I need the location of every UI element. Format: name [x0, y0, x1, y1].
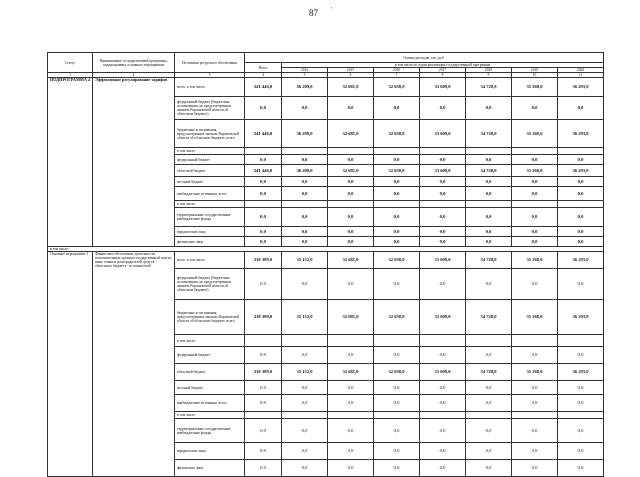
value-year-2016: 0,0 [374, 443, 420, 460]
scan-mark: ' [331, 6, 333, 14]
value-year-2014: 36 209,0 [282, 120, 328, 148]
value-year-2018: 34 728,0 [466, 252, 512, 269]
value-year-2018: 0,0 [466, 269, 512, 300]
empty-cell [512, 201, 558, 208]
value-year-2020: 0,0 [558, 97, 604, 120]
value-total: 0,0 [245, 443, 282, 460]
funding-source-label: бюджетные ассигнования, предусмотренные законом Воронежской области об областном бюджете, всего [175, 300, 245, 335]
value-year-2014: 0,0 [282, 443, 328, 460]
value-year-2016: 0,0 [374, 381, 420, 395]
value-year-2017: 0,0 [420, 269, 466, 300]
value-year-2015: 0,0 [328, 347, 374, 364]
value-year-2018: 0,0 [466, 460, 512, 477]
funding-source-label: территориальные государственные внебюджетные фонды [175, 419, 245, 443]
value-year-2015: 0,0 [328, 97, 374, 120]
empty-cell [282, 201, 328, 208]
value-total: 0,0 [245, 269, 282, 300]
value-year-2018: 0,0 [466, 395, 512, 412]
value-year-2014: 0,0 [282, 460, 328, 477]
value-year-2015: 0,0 [328, 187, 374, 201]
value-total: 241 446,0 [245, 78, 282, 97]
value-year-2016: 0,0 [374, 97, 420, 120]
empty-cell [374, 201, 420, 208]
value-year-2017: 0,0 [420, 347, 466, 364]
value-year-2016: 0,0 [374, 419, 420, 443]
value-year-2018: 34 728,0 [466, 300, 512, 335]
value-year-2014: 35 152,0 [282, 364, 328, 381]
value-year-2014: 35 152,0 [282, 252, 328, 269]
empty-cell [512, 412, 558, 419]
value-year-2015: 32 681,0 [328, 120, 374, 148]
value-year-2017: 0,0 [420, 237, 466, 247]
value-year-2019: 35 268,0 [512, 252, 558, 269]
empty-cell [420, 201, 466, 208]
value-year-2018: 34 728,0 [466, 120, 512, 148]
empty-cell [466, 335, 512, 347]
value-year-2016: 32 658,0 [374, 252, 420, 269]
value-year-2016: 0,0 [374, 269, 420, 300]
row-subheading: в том числе: [175, 201, 245, 208]
row-subheading: в том числе: [175, 148, 245, 155]
value-year-2017: 0,0 [420, 419, 466, 443]
empty-cell [558, 201, 604, 208]
value-year-2019: 0,0 [512, 419, 558, 443]
header-program-name: Наименование государственной программы, подпрограммы, основного мероприятия [93, 53, 175, 73]
section-name: Эффективное регулирование тарифов [93, 78, 175, 247]
value-year-2018: 0,0 [466, 227, 512, 237]
value-year-2015: 0,0 [328, 443, 374, 460]
value-year-2017: 0,0 [420, 381, 466, 395]
value-year-2015: 32 681,0 [328, 252, 374, 269]
value-year-2015: 0,0 [328, 460, 374, 477]
funding-source-label: местный бюджет [175, 177, 245, 187]
empty-cell [558, 335, 604, 347]
value-year-2016: 0,0 [374, 208, 420, 227]
value-year-2017: 0,0 [420, 155, 466, 165]
row-subheading: в том числе: [175, 412, 245, 419]
header-column-number: 3 [175, 73, 245, 78]
value-year-2014: 35 152,0 [282, 300, 328, 335]
value-year-2019: 0,0 [512, 208, 558, 227]
header-estimate-title: Оценка расходов, тыс. руб. [245, 53, 604, 63]
header-total: Всего [245, 63, 282, 73]
header-year: 2017 [420, 68, 466, 73]
value-year-2015: 0,0 [328, 208, 374, 227]
value-year-2019: 35 268,0 [512, 120, 558, 148]
value-year-2016: 0,0 [374, 347, 420, 364]
value-year-2014: 36 209,0 [282, 165, 328, 177]
value-year-2019: 0,0 [512, 187, 558, 201]
value-year-2015: 0,0 [328, 269, 374, 300]
value-year-2014: 0,0 [282, 208, 328, 227]
empty-cell [374, 335, 420, 347]
empty-cell [558, 148, 604, 155]
value-year-2019: 0,0 [512, 460, 558, 477]
funding-source-label: областной бюджет [175, 165, 245, 177]
value-year-2019: 0,0 [512, 97, 558, 120]
value-year-2020: 0,0 [558, 155, 604, 165]
value-year-2020: 0,0 [558, 419, 604, 443]
empty-cell [466, 148, 512, 155]
value-total: 0,0 [245, 237, 282, 247]
value-year-2017: 0,0 [420, 395, 466, 412]
value-year-2018: 34 728,0 [466, 78, 512, 97]
value-year-2019: 35 268,0 [512, 364, 558, 381]
value-year-2015: 0,0 [328, 177, 374, 187]
value-year-2018: 0,0 [466, 208, 512, 227]
page-number: 87 [309, 8, 318, 18]
header-column-number: 6 [328, 73, 374, 78]
value-year-2014: 0,0 [282, 237, 328, 247]
empty-cell [328, 335, 374, 347]
header-row-1 [48, 53, 604, 63]
value-year-2017: 0,0 [420, 208, 466, 227]
funding-source-label: физические лица [175, 237, 245, 247]
value-year-2019: 0,0 [512, 381, 558, 395]
empty-cell [328, 412, 374, 419]
header-by-years: в том числе по годам реализации государственной программы [282, 63, 604, 68]
value-total: 0,0 [245, 208, 282, 227]
funding-source-label: физические лица [175, 460, 245, 477]
value-year-2016: 0,0 [374, 187, 420, 201]
funding-source-label: юридические лица [175, 227, 245, 237]
header-column-number: 10 [512, 73, 558, 78]
empty-cell [282, 335, 328, 347]
value-total: 241 446,0 [245, 120, 282, 148]
value-year-2015: 32 681,0 [328, 78, 374, 97]
funding-source-label: территориальные государственные внебюджетные фонды [175, 208, 245, 227]
empty-cell [282, 412, 328, 419]
value-year-2018: 0,0 [466, 347, 512, 364]
funding-source-label: внебюджетные источники, всего [175, 187, 245, 201]
empty-cell [245, 148, 282, 155]
value-year-2020: 36 293,0 [558, 78, 604, 97]
value-year-2020: 36 293,0 [558, 364, 604, 381]
value-total: 0,0 [245, 460, 282, 477]
funding-source-label: местный бюджет [175, 381, 245, 395]
value-total: 0,0 [245, 177, 282, 187]
funding-source-label: федеральный бюджет (бюджетные ассигнования, не предусмотренные законом Воронежской области об областном бюджете) [175, 97, 245, 120]
header-column-number: 9 [466, 73, 512, 78]
value-year-2019: 0,0 [512, 269, 558, 300]
row-subheading: в том числе: [175, 335, 245, 347]
value-year-2017: 0,0 [420, 227, 466, 237]
value-total: 0,0 [245, 347, 282, 364]
value-year-2018: 0,0 [466, 177, 512, 187]
value-year-2018: 0,0 [466, 443, 512, 460]
header-year: 2014 [282, 68, 328, 73]
value-year-2015: 0,0 [328, 419, 374, 443]
value-year-2015: 0,0 [328, 395, 374, 412]
value-year-2020: 0,0 [558, 227, 604, 237]
value-year-2014: 0,0 [282, 419, 328, 443]
value-year-2017: 33 609,0 [420, 252, 466, 269]
value-year-2019: 0,0 [512, 443, 558, 460]
value-year-2018: 0,0 [466, 381, 512, 395]
empty-cell [420, 148, 466, 155]
value-year-2020: 0,0 [558, 395, 604, 412]
value-year-2016: 0,0 [374, 395, 420, 412]
funding-source-label: областной бюджет [175, 364, 245, 381]
value-year-2019: 35 268,0 [512, 165, 558, 177]
empty-cell [245, 335, 282, 347]
funding-source-label: бюджетные ассигнования, предусмотренные законом Воронежской области об областном бюджете, всего [175, 120, 245, 148]
value-total: 0,0 [245, 187, 282, 201]
value-year-2016: 32 658,0 [374, 165, 420, 177]
value-year-2014: 0,0 [282, 187, 328, 201]
value-year-2020: 0,0 [558, 208, 604, 227]
table-row [48, 252, 604, 269]
value-year-2017: 33 609,0 [420, 120, 466, 148]
value-year-2017: 0,0 [420, 177, 466, 187]
budget-table [47, 52, 604, 477]
value-year-2014: 0,0 [282, 381, 328, 395]
value-year-2016: 0,0 [374, 227, 420, 237]
value-year-2015: 0,0 [328, 381, 374, 395]
value-year-2019: 35 268,0 [512, 78, 558, 97]
value-total: 238 389,0 [245, 252, 282, 269]
value-year-2020: 0,0 [558, 381, 604, 395]
value-year-2014: 0,0 [282, 155, 328, 165]
value-year-2020: 0,0 [558, 443, 604, 460]
value-year-2020: 0,0 [558, 269, 604, 300]
value-year-2019: 35 268,0 [512, 300, 558, 335]
header-column-number: 5 [282, 73, 328, 78]
header-column-number: 8 [420, 73, 466, 78]
value-year-2020: 0,0 [558, 187, 604, 201]
value-total: 241 446,0 [245, 165, 282, 177]
header-funding-source: Источники ресурсного обеспечения [175, 53, 245, 73]
value-year-2018: 34 728,0 [466, 364, 512, 381]
table-row [48, 78, 604, 97]
header-year: 2018 [466, 68, 512, 73]
value-year-2020: 36 293,0 [558, 120, 604, 148]
funding-source-label: внебюджетные источники, всего [175, 395, 245, 412]
empty-cell [374, 412, 420, 419]
value-year-2016: 32 658,0 [374, 364, 420, 381]
header-year: 2015 [328, 68, 374, 73]
header-column-number: 11 [558, 73, 604, 78]
empty-cell [512, 335, 558, 347]
value-year-2017: 33 609,0 [420, 165, 466, 177]
header-year: 2016 [374, 68, 420, 73]
value-year-2019: 0,0 [512, 237, 558, 247]
value-year-2018: 0,0 [466, 155, 512, 165]
value-year-2017: 0,0 [420, 460, 466, 477]
value-year-2015: 32 681,0 [328, 165, 374, 177]
empty-cell [328, 148, 374, 155]
section-pre-label: в том числе: [48, 247, 604, 252]
value-year-2015: 0,0 [328, 155, 374, 165]
value-year-2016: 0,0 [374, 460, 420, 477]
header-column-number: 4 [245, 73, 282, 78]
value-year-2017: 33 609,0 [420, 300, 466, 335]
value-year-2015: 0,0 [328, 237, 374, 247]
value-total: 0,0 [245, 155, 282, 165]
value-year-2018: 0,0 [466, 187, 512, 201]
header-column-number: 7 [374, 73, 420, 78]
value-total: 0,0 [245, 381, 282, 395]
value-year-2020: 0,0 [558, 237, 604, 247]
value-year-2015: 32 681,0 [328, 300, 374, 335]
value-total: 238 389,0 [245, 300, 282, 335]
header-column-number: 1 [48, 73, 93, 78]
value-year-2014: 0,0 [282, 97, 328, 120]
value-year-2019: 0,0 [512, 177, 558, 187]
value-year-2019: 0,0 [512, 155, 558, 165]
value-year-2020: 36 293,0 [558, 252, 604, 269]
value-year-2018: 0,0 [466, 419, 512, 443]
value-year-2020: 36 293,0 [558, 165, 604, 177]
value-year-2014: 0,0 [282, 227, 328, 237]
value-year-2020: 0,0 [558, 460, 604, 477]
value-year-2016: 0,0 [374, 177, 420, 187]
value-year-2019: 0,0 [512, 395, 558, 412]
empty-cell [466, 201, 512, 208]
header-year: 2020 [558, 68, 604, 73]
value-total: 0,0 [245, 97, 282, 120]
empty-cell [282, 148, 328, 155]
section-status: ПОДПРОГРАММА 4 [48, 78, 93, 247]
value-year-2014: 0,0 [282, 177, 328, 187]
value-year-2020: 0,0 [558, 177, 604, 187]
value-year-2016: 32 658,0 [374, 78, 420, 97]
empty-cell [245, 412, 282, 419]
section-name: Финансовое обеспечение деятельности исполнительных органов государственной власти, иных главных распорядителей средств областного бюджета - исполнителей [93, 252, 175, 477]
table-body [48, 53, 604, 477]
value-year-2018: 0,0 [466, 97, 512, 120]
value-total: 0,0 [245, 395, 282, 412]
empty-cell [558, 412, 604, 419]
funding-source-label: всего, в том числе: [175, 78, 245, 97]
value-year-2017: 0,0 [420, 97, 466, 120]
value-year-2014: 0,0 [282, 269, 328, 300]
header-year: 2019 [512, 68, 558, 73]
value-year-2017: 33 609,0 [420, 78, 466, 97]
value-year-2020: 0,0 [558, 347, 604, 364]
empty-cell [420, 335, 466, 347]
value-year-2017: 33 609,0 [420, 364, 466, 381]
section-status: Основное мероприятие 1 [48, 252, 93, 477]
funding-source-label: федеральный бюджет [175, 347, 245, 364]
value-total: 238 389,0 [245, 364, 282, 381]
value-year-2014: 0,0 [282, 395, 328, 412]
value-year-2017: 0,0 [420, 443, 466, 460]
value-year-2014: 36 209,0 [282, 78, 328, 97]
value-year-2015: 0,0 [328, 227, 374, 237]
value-year-2018: 34 728,0 [466, 165, 512, 177]
funding-source-label: федеральный бюджет (бюджетные ассигнования, не предусмотренные законом Воронежской области об областном бюджете) [175, 269, 245, 300]
value-year-2014: 0,0 [282, 347, 328, 364]
empty-cell [374, 148, 420, 155]
value-year-2018: 0,0 [466, 237, 512, 247]
value-total: 0,0 [245, 419, 282, 443]
funding-source-label: всего, в том числе: [175, 252, 245, 269]
value-year-2016: 32 658,0 [374, 300, 420, 335]
empty-cell [466, 412, 512, 419]
header-column-number: 2 [93, 73, 175, 78]
header-status: Статус [48, 53, 93, 73]
empty-cell [245, 201, 282, 208]
value-year-2019: 0,0 [512, 347, 558, 364]
value-year-2016: 0,0 [374, 155, 420, 165]
empty-cell [420, 412, 466, 419]
value-year-2020: 36 293,0 [558, 300, 604, 335]
value-year-2019: 0,0 [512, 227, 558, 237]
value-year-2016: 0,0 [374, 237, 420, 247]
empty-cell [512, 148, 558, 155]
value-year-2015: 32 681,0 [328, 364, 374, 381]
funding-source-label: юридические лица [175, 443, 245, 460]
value-year-2016: 32 658,0 [374, 120, 420, 148]
empty-cell [328, 201, 374, 208]
funding-source-label: федеральный бюджет [175, 155, 245, 165]
value-total: 0,0 [245, 227, 282, 237]
value-year-2017: 0,0 [420, 187, 466, 201]
